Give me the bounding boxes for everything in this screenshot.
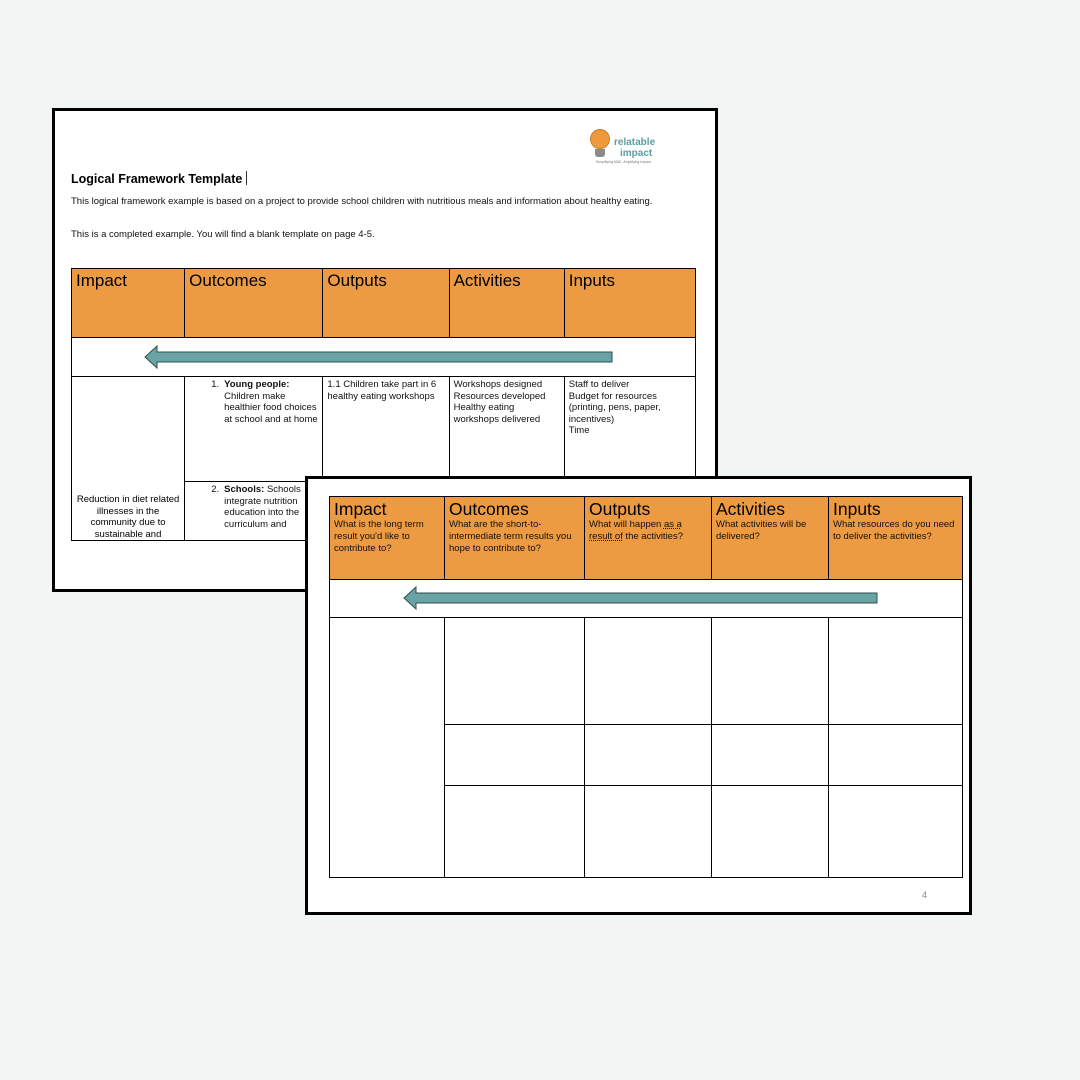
outcome-bold-label: Schools: [224,484,265,495]
question-underlined: as a result of [589,519,682,542]
header-outputs [323,269,449,338]
header-outcomes-title: Outcomes [189,271,267,290]
left-arrow-icon [144,345,616,369]
header-impact [330,497,445,580]
logo-line1: relatable [614,137,656,148]
header-activities-question: What activities will be delivered? [716,519,807,542]
intro-paragraph: This logical framework example is based on a project to provide school children with nutritious meals and information about healthy eating. [71,196,653,207]
header-inputs [829,497,963,580]
header-activities [712,497,829,580]
header-outcomes [185,269,323,338]
activities-cell [712,725,829,786]
header-activities-title: Activities [453,271,521,290]
header-activities [449,269,564,338]
inputs-cell-1 [564,377,695,482]
outcome-item-1 [185,377,322,427]
activities-cell [712,618,829,725]
activity-item: Workshops designed [453,379,543,390]
document-title-text: Logical Framework Template [71,172,243,186]
inputs-list [565,377,695,439]
arrow-row [72,338,696,377]
document-title [71,171,247,186]
logo-text [614,137,655,159]
arrow-row [330,580,963,618]
header-impact [72,269,185,338]
outcome-cell-1 [185,377,323,482]
outcome-item-2 [185,482,322,532]
activities-list [450,377,564,427]
header-outputs [585,497,712,580]
activity-item: Resources developed [453,390,546,402]
inputs-cell [829,786,963,878]
output-cell [585,725,712,786]
header-outcomes [445,497,585,580]
lightbulb-base-icon [595,149,605,157]
input-item: Budget for resources (printing, pens, paper, incentives) [568,390,661,425]
table-row [330,618,963,725]
note-paragraph: This is a completed example. You will find a blank template on page 4-5. [71,229,375,240]
page-number: 4 [921,890,927,900]
impact-text: Reduction in diet related illnesses in the community due to sustainable and [76,494,180,540]
outcome-cell [445,618,585,725]
blank-logframe-table [329,496,963,878]
header-outputs-title: Outputs [327,271,387,290]
activity-item: Healthy eating workshops delivered [453,402,541,425]
logo-line2: impact [620,148,653,159]
header-impact-question: What is the long term result you'd like to contribute to? [334,519,424,554]
outcome-number: 2. [211,484,220,495]
arrow-cell [72,338,696,377]
outcome-cell [445,725,585,786]
activities-cell [712,786,829,878]
header-inputs-title: Inputs [833,499,881,519]
input-item: Time [568,425,590,436]
inputs-cell [829,618,963,725]
activities-cell-1 [449,377,564,482]
header-impact-title: Impact [334,499,387,519]
header-activities-title: Activities [716,499,786,519]
inputs-cell [829,725,963,786]
logo-tagline: Simplifying M&E. Amplifying Impact [596,160,651,164]
header-outcomes-title: Outcomes [449,499,529,519]
output-cell [585,786,712,878]
header-outcomes-question: What are the short-to-intermediate term results you hope to contribute to? [449,519,572,554]
outcome-cell [445,786,585,878]
question-part: What will happen [589,519,664,530]
header-row [72,269,696,338]
text-cursor [246,171,247,185]
relatable-impact-logo [590,129,670,169]
lightbulb-icon [590,129,610,149]
header-inputs-title: Inputs [568,271,616,290]
header-outputs-title: Outputs [589,499,651,519]
input-item: Staff to deliver [568,379,630,390]
impact-cell [330,618,445,878]
header-outputs-question [589,519,707,543]
outcome-text: Schools integrate nutrition education into the curriculum and [224,484,301,530]
output-cell-1 [323,377,449,482]
header-inputs-question: What resources do you need to deliver the activities? [833,519,955,542]
outcome-bold-label: Young people: [224,379,290,390]
blank-template-page [305,476,972,915]
header-row [330,497,963,580]
table-row [72,377,696,482]
impact-cell [72,377,185,541]
arrow-cell [330,580,963,618]
left-arrow-icon [403,586,881,610]
outcome-number: 1. [211,379,220,390]
outcome-cell-2 [185,482,323,541]
output-text: 1.1 Children take part in 6 healthy eating workshops [327,379,437,402]
header-inputs [564,269,695,338]
outcome-text: Children make healthier food choices at school and at home [224,390,318,425]
question-part: the activities? [622,531,683,542]
header-impact-title: Impact [76,271,128,290]
output-cell [585,618,712,725]
